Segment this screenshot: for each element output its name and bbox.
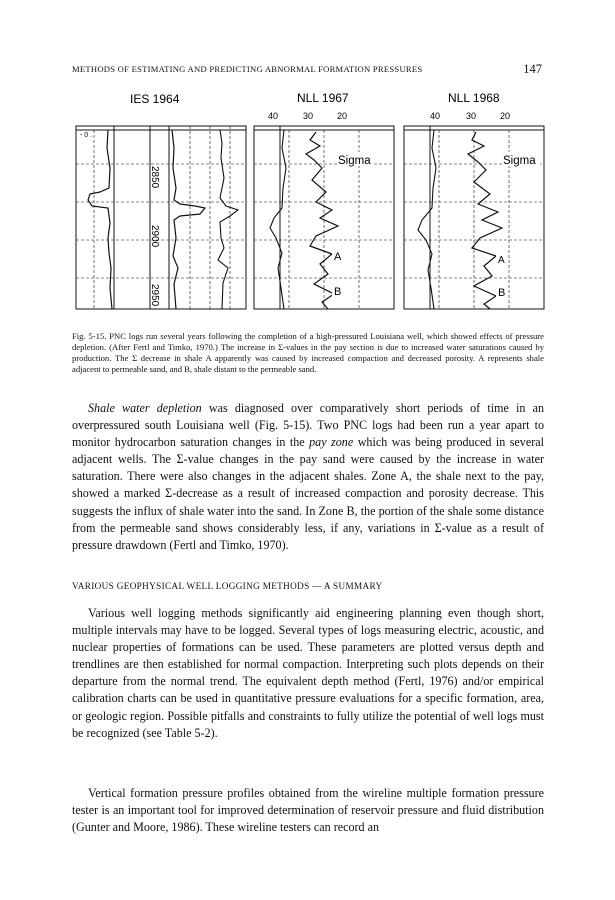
- scale-zero-label: - 0 .: [80, 132, 93, 139]
- figure-caption-text: PNC logs run several years following the completion of a high-pressured Louisiana well, which showed effects of pressure depletion. (After Fertl and Timko, 1970.) The increase in Σ-values in the pay section is due to increased water saturations caused by production. The Σ decrease in shale A apparently was caused by increased compaction and decreased porosity. A represents shale adjacent to permeable sand, and B, shale distant to the permeable sand.: [72, 330, 544, 374]
- depth-label-2950: 2950: [149, 284, 160, 307]
- paragraph-text: which was being produced in several adjacent wells. The Σ-value changes in the pay sand were caused by the increase in water saturation. There were also changes in the adjacent shales. Zone A, the shale next to the pay, showed a marked Σ-decrease as a result of increased compaction and porosity decrease. This suggests the influx of shale water into the sand. In Zone B, the portion of the shale some distance from the permeable sand shows considerably less, if any, variations in Σ-value as a result of pressure drawdown (Fertl and Timko, 1970).: [72, 435, 544, 552]
- well-log-figure: [70, 88, 550, 316]
- zone-b-label-1967: B: [334, 286, 342, 298]
- depth-label-2850: 2850: [149, 166, 160, 189]
- paragraph-logging-methods: Various well logging methods significantly aid engineering planning even though short, multiple intervals may have to be logged. Several types of logs measuring electric, acoustic, and nuclear properties of formations can be used. These parameters are plotted versus depth and trendlines are then established for normal compaction. Interpreting such plots depends on their departure from the normal trend. The equivalent depth method (Fertl, 1976) and/or empirical calibration charts can be used in quantitative pressure evaluations for a specific formation, area, or geologic region. Possible pitfalls and constraints to fully utilize the potential of well logs must be recognized (see Table 5-2).: [72, 606, 544, 740]
- paragraph-shale-water-depletion: [72, 400, 544, 554]
- zone-a-label-1968: A: [498, 255, 505, 266]
- figure-caption: [72, 331, 544, 375]
- tick-label: 40: [430, 111, 441, 121]
- running-head-title: METHODS OF ESTIMATING AND PREDICTING ABNORMAL FORMATION PRESSURES: [72, 64, 423, 74]
- tick-label: 30: [466, 111, 477, 121]
- running-head: [72, 62, 542, 78]
- section-heading: VARIOUS GEOPHYSICAL WELL LOGGING METHODS — A SUMMARY: [72, 581, 383, 591]
- paragraph-text: was diagnosed over comparatively short periods of time in an overpressured south Louisiana well (Fig. 5-15). Two PNC logs had been run a year apart to monitor hydrocarbon saturation changes in the: [72, 401, 544, 450]
- tick-label: 20: [337, 111, 348, 121]
- ies-panel-frame: [76, 126, 246, 309]
- figure-caption-number: Fig. 5-15.: [72, 330, 107, 341]
- panel-title-ies-1964: IES 1964: [130, 92, 180, 106]
- figure-pnc-logs: [70, 88, 550, 316]
- tick-label: 40: [268, 111, 279, 121]
- sigma-label-1967: Sigma: [338, 155, 371, 167]
- sigma-label-1968: Sigma: [503, 155, 536, 167]
- paragraph-lead-term: Shale water depletion: [88, 401, 202, 415]
- paragraph-pressure-tester: Vertical formation pressure profiles obtained from the wireline multiple formation pressure tester is an important tool for improved determination of reservoir pressure and fluid distribution (Gunter and Moore, 1986). These wireline testers can record an: [72, 786, 544, 835]
- page-number: 147: [523, 62, 542, 76]
- zone-b-label-1968: B: [498, 287, 506, 299]
- depth-label-2900: 2900: [149, 225, 160, 248]
- tick-label: 20: [500, 111, 511, 121]
- zone-a-label-1967: A: [334, 251, 342, 263]
- tick-label: 30: [303, 111, 314, 121]
- paragraph-emphasis: pay zone: [309, 435, 354, 450]
- panel-title-nll-1968: NLL 1968: [448, 91, 500, 105]
- panel-title-nll-1967: NLL 1967: [297, 91, 349, 105]
